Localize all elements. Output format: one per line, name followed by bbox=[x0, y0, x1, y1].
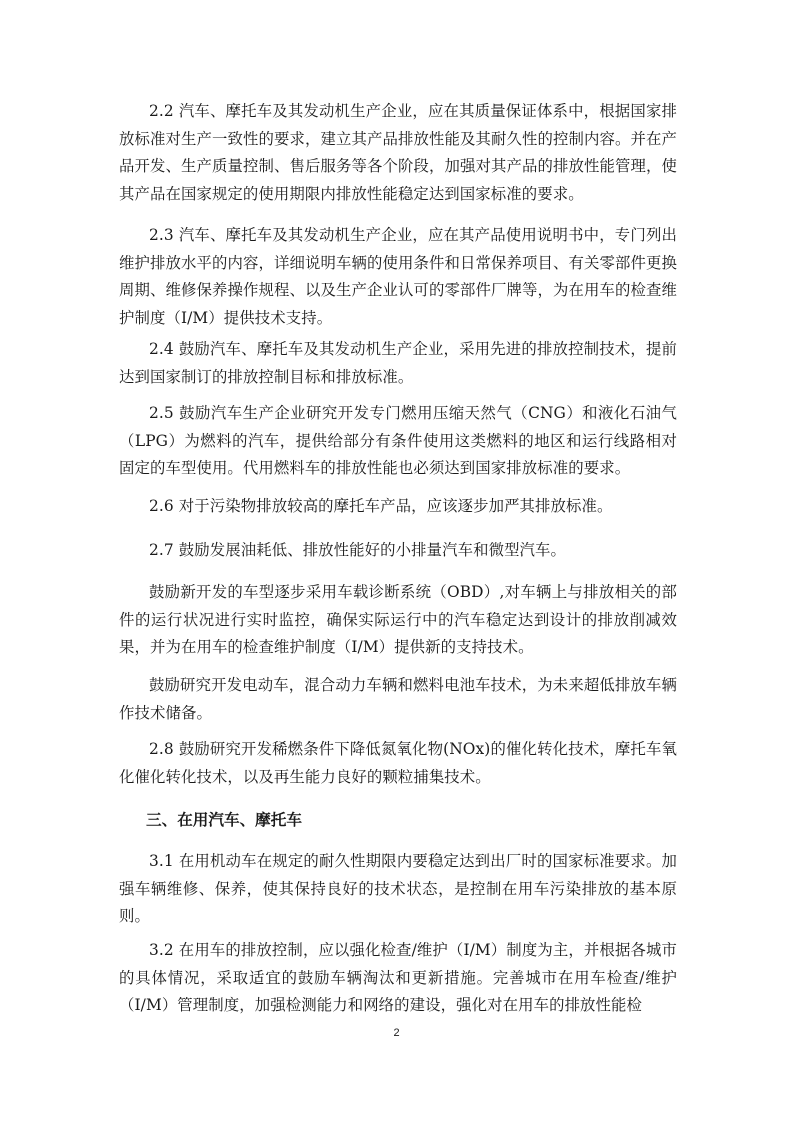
paragraph-obd: 鼓励新开发的车型逐步采用车载诊断系统（OBD）,对车辆上与排放相关的部件的运行状况进行实时监控，确保实际运行中的汽车稳定达到设计的排放削减效果，并为在用车的检查维护制度（I/M）提供新的支持技术。 bbox=[119, 583, 677, 657]
paragraph-2-4: 2.4 鼓励汽车、摩托车及其发动机生产企业，采用先进的排放控制技术，提前达到国家制订的排放控制目标和排放标准。 bbox=[119, 340, 677, 386]
paragraph-2-5: 2.5 鼓励汽车生产企业研究开发专门燃用压缩天然气（CNG）和液化石油气（LPG）为燃料的汽车，提供给部分有条件使用这类燃料的地区和运行线路相对固定的车型使用。代用燃料车的排放性能也必须达到国家排放标准的要求。 bbox=[119, 404, 677, 478]
paragraph-2-6: 2.6 对于污染物排放较高的摩托车产品，应该逐步加严其排放标准。 bbox=[149, 497, 613, 515]
paragraph-3-2: 3.2 在用车的排放控制，应以强化检查/维护（I/M）制度为主，并根据各城市的具体情况，采取适宜的鼓励车辆淘汰和更新措施。完善城市在用车检查/维护（I/M）管理制度，加强检测能力和网络的建设，强化对在用车的排放性能检 bbox=[119, 941, 677, 1015]
page-number: 2 bbox=[393, 1027, 400, 1039]
paragraph-2-8: 2.8 鼓励研究开发稀燃条件下降低氮氧化物(NOx)的催化转化技术，摩托车氧化催化转化技术，以及再生能力良好的颗粒捕集技术。 bbox=[119, 740, 677, 786]
paragraph-3-1: 3.1 在用机动车在规定的耐久性期限内要稳定达到出厂时的国家标准要求。加强车辆维修、保养，使其保持良好的技术状态，是控制在用车污染排放的基本原则。 bbox=[119, 852, 677, 926]
paragraph-2-2: 2.2 汽车、摩托车及其发动机生产企业，应在其质量保证体系中，根据国家排放标准对生产一致性的要求，建立其产品排放性能及其耐久性的控制内容。并在产品开发、生产质量控制、售后服务等各个阶段，加强对其产品的排放性能管理，使其产品在国家规定的使用期限内排放性能稳定达到国家标准的要求。 bbox=[119, 102, 677, 203]
paragraph-electric: 鼓励研究开发电动车，混合动力车辆和燃料电池车技术，为未来超低排放车辆作技术储备。 bbox=[119, 676, 677, 722]
paragraph-2-3: 2.3 汽车、摩托车及其发动机生产企业，应在其产品使用说明书中，专门列出维护排放水平的内容，详细说明车辆的使用条件和日常保养项目、有关零部件更换周期、维修保养操作规程、以及生产企业认可的零部件厂牌等，为在用车的检查维护制度（I/M）提供技术支持。 bbox=[119, 226, 677, 327]
section-heading: 三、在用汽车、摩托车 bbox=[146, 811, 302, 829]
paragraph-2-7: 2.7 鼓励发展油耗低、排放性能好的小排量汽车和微型汽车。 bbox=[149, 541, 567, 559]
